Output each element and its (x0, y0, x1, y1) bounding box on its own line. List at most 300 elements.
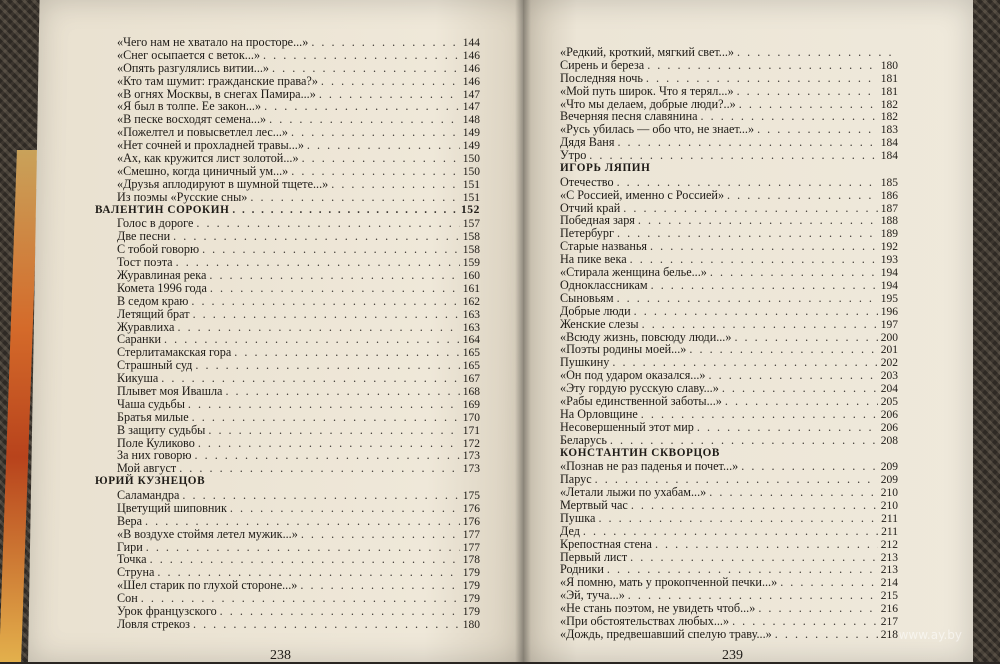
page-ref: 210 (880, 499, 898, 512)
entry-title: Парус (560, 472, 592, 487)
toc-entry (560, 343, 898, 356)
entry-title: «Эй, туча...» (560, 588, 625, 603)
leader-dots (193, 618, 460, 631)
entry-title: Журавлиха (117, 319, 175, 334)
entry-title: Отчий край (560, 200, 621, 215)
entry-title: «Не стань поэтом, не увидеть чтоб...» (560, 601, 756, 616)
entry-title: С тобой говорю (117, 242, 200, 257)
leader-dots (192, 411, 460, 424)
page-ref: 147 (462, 88, 480, 101)
leader-dots (709, 369, 878, 382)
leader-dots (319, 88, 460, 101)
toc-entry (95, 515, 480, 528)
leader-dots (732, 615, 878, 628)
page-ref: 208 (880, 434, 898, 447)
entry-title: Петербург (560, 226, 614, 241)
entry-title: «С Россией, именно с Россией» (560, 187, 725, 202)
page-ref: 197 (880, 318, 898, 331)
page-ref: 159 (462, 257, 480, 270)
toc-entry (95, 398, 480, 411)
entry-title: Вера (117, 513, 143, 528)
page-ref: 172 (462, 437, 480, 450)
entry-title: Цветущий шиповник (117, 500, 227, 515)
entry-title: «Нет сочней и прохладней травы...» (117, 138, 304, 153)
leader-dots (311, 36, 459, 49)
toc-entry (560, 318, 898, 331)
entry-title: Вечерняя песня славянина (560, 109, 698, 124)
leader-dots (638, 214, 878, 227)
entry-title: Точка (117, 552, 147, 567)
entry-title: Кикуша (117, 371, 159, 386)
toc-entry (95, 541, 480, 554)
leader-dots (209, 269, 459, 282)
entry-title: Две песни (117, 229, 171, 244)
toc-entry (95, 269, 480, 282)
leader-dots (232, 204, 458, 218)
leader-dots (741, 460, 878, 473)
left-toc (95, 36, 480, 631)
page-ref: 218 (880, 628, 898, 641)
leader-dots (173, 230, 460, 243)
entry-title: «Всюду жизнь, повсюду люди...» (560, 329, 732, 344)
leader-dots (710, 266, 878, 279)
toc-entry (95, 295, 480, 308)
entry-title: «Поэты родины моей...» (560, 342, 687, 357)
leader-dots (589, 149, 877, 162)
entry-title: «Эту гордую русскую славу...» (560, 381, 719, 396)
leader-dots (623, 202, 877, 215)
watermark: www.ay.by (898, 628, 962, 642)
leader-dots (177, 321, 459, 334)
entry-title: «В огнях Москвы, в снегах Памира...» (117, 86, 316, 101)
toc-entry (560, 85, 898, 98)
entry-title: «Чего нам не хватало на просторе...» (117, 35, 309, 49)
leader-dots (737, 46, 895, 59)
entry-title: В седом краю (117, 293, 189, 308)
toc-entry (560, 72, 898, 85)
page-ref: 146 (462, 49, 480, 62)
page-ref: 211 (881, 525, 898, 538)
page-ref: 193 (880, 254, 898, 267)
author-heading (95, 475, 480, 489)
leader-dots (230, 502, 460, 515)
toc-entry (560, 628, 898, 641)
leader-dots (617, 176, 878, 189)
author-name: ЮРИЙ КУЗНЕЦОВ (95, 475, 206, 488)
page-ref: 175 (462, 489, 480, 502)
leader-dots (722, 382, 878, 395)
toc-entry (95, 191, 480, 204)
entry-title: «Мой путь широк. Что я терял...» (560, 83, 734, 98)
toc-entry (560, 460, 898, 473)
page-ref: 176 (462, 515, 480, 528)
page-ref: 184 (880, 137, 898, 150)
entry-title: «Снег осыпается с веток...» (117, 47, 261, 62)
entry-title: Последняя ночь (560, 70, 643, 85)
page-ref: 180 (880, 59, 898, 72)
leader-dots (630, 551, 878, 564)
entry-title: Отечество (560, 174, 614, 189)
entry-title: Журавлиная река (117, 267, 207, 282)
leader-dots (321, 75, 460, 88)
toc-entry (560, 512, 898, 525)
page-ref: 217 (880, 616, 898, 628)
toc-entry (95, 256, 480, 269)
entry-title: Победная заря (560, 213, 635, 228)
entry-title: «Рабы единственной заботы...» (560, 393, 722, 408)
leader-dots (146, 541, 460, 554)
author-name: КОНСТАНТИН СКВОРЦОВ (560, 446, 720, 459)
toc-entry (95, 178, 480, 191)
page-ref: 211 (881, 512, 898, 525)
entry-title: «Русь убилась — обо что, не знает...» (560, 122, 755, 137)
toc-entry (560, 149, 898, 162)
leader-dots (727, 189, 878, 202)
entry-title: «Смешно, когда циничный ум...» (117, 163, 289, 178)
entry-title: Из поэмы «Русские сны» (117, 189, 248, 204)
entry-title: «Друзья аплодируют в шумной тщете...» (117, 176, 329, 191)
entry-title: За них говорю (117, 448, 192, 463)
entry-title: Мертвый час (560, 497, 628, 512)
leader-dots (641, 408, 878, 421)
toc-entry (560, 292, 898, 305)
toc-entry (95, 152, 480, 165)
page-ref: 192 (880, 241, 898, 254)
leader-dots (150, 553, 460, 566)
leader-dots (734, 331, 877, 344)
toc-entry (95, 282, 480, 295)
entry-title: Старые названья (560, 239, 648, 254)
toc-entry (560, 305, 898, 318)
leader-dots (202, 243, 460, 256)
page-ref: 177 (462, 528, 480, 541)
leader-dots (263, 49, 460, 62)
page-ref: 179 (462, 567, 480, 580)
page-ref: 176 (462, 502, 480, 515)
leader-dots (225, 385, 459, 398)
leader-dots (300, 579, 459, 592)
entry-title: Женские слезы (560, 316, 639, 331)
leader-dots (291, 126, 460, 139)
entry-title: «Я был в толпе. Ее закон...» (117, 99, 262, 114)
toc-entry (95, 75, 480, 88)
toc-entry (560, 421, 898, 434)
page-ref: 157 (462, 218, 480, 231)
page-ref: 182 (880, 98, 898, 111)
leader-dots (610, 434, 878, 447)
entry-title: «Пожелтел и повысветлел лес...» (117, 125, 289, 140)
entry-title: Пушка (560, 510, 596, 525)
entry-title: Страшный суд (117, 358, 193, 373)
page-ref: 184 (880, 150, 898, 163)
page-ref: 214 (880, 577, 898, 590)
page-ref: 181 (880, 72, 898, 85)
leader-dots (250, 191, 459, 204)
page-ref: 158 (462, 244, 480, 257)
entry-title: Беларусь (560, 432, 607, 447)
toc-entry (560, 189, 898, 202)
page-ref: 173 (462, 463, 480, 476)
page-ref: 169 (462, 398, 480, 411)
page-ref: 213 (880, 551, 898, 564)
page-ref: 187 (880, 202, 898, 215)
toc-entry (560, 615, 898, 628)
page-ref: 210 (880, 487, 898, 500)
leader-dots (264, 100, 460, 113)
leader-dots (631, 499, 878, 512)
page-ref: 196 (880, 305, 898, 318)
entry-title: Урок французского (117, 604, 217, 618)
leader-dots (272, 62, 460, 75)
leader-dots (188, 398, 460, 411)
page-ref: 186 (880, 189, 898, 202)
leader-dots (234, 346, 459, 359)
page-ref: 182 (880, 111, 898, 124)
page-ref: 165 (462, 360, 480, 373)
page-ref: 178 (462, 554, 480, 567)
entry-title: Пушкину (560, 355, 610, 370)
page-ref: 160 (462, 269, 480, 282)
toc-entry (95, 165, 480, 178)
page-ref: 149 (462, 127, 480, 140)
page-ref: 216 (880, 603, 898, 616)
page-ref: 206 (880, 408, 898, 421)
page-ref: 200 (880, 331, 898, 344)
page-ref: 151 (462, 178, 480, 191)
toc-entry (95, 308, 480, 321)
page-ref: 188 (880, 215, 898, 228)
entry-title: «Ах, как кружится лист золотой...» (117, 151, 299, 166)
page-ref: 149 (462, 140, 480, 153)
toc-entry (560, 434, 898, 447)
page-ref: 195 (880, 292, 898, 305)
entry-title: Утро (560, 148, 587, 163)
page-ref: 212 (880, 538, 898, 551)
page-ref: 152 (460, 203, 480, 216)
toc-entry (95, 62, 480, 75)
leader-dots (697, 421, 878, 434)
page-ref: 146 (462, 75, 480, 88)
entry-title: Сирень и береза (560, 57, 645, 72)
toc-entry (560, 499, 898, 512)
leader-dots (737, 85, 878, 98)
leader-dots (193, 308, 460, 321)
page-ref: 213 (880, 564, 898, 577)
toc-entry (560, 395, 898, 408)
toc-entry (560, 266, 898, 279)
entry-title: В защиту судьбы (117, 422, 206, 437)
entry-title: Крепостная стена (560, 536, 652, 551)
leader-dots (758, 602, 877, 615)
leader-dots (302, 152, 460, 165)
entry-title: «Что мы делаем, добрые люди?..» (560, 96, 736, 111)
entry-title: Дядя Ваня (560, 135, 615, 150)
page-ref: 167 (462, 373, 480, 386)
leader-dots (198, 437, 460, 450)
leader-dots (291, 165, 459, 178)
leader-dots (301, 528, 460, 541)
page-ref: 189 (880, 228, 898, 241)
leader-dots (647, 59, 878, 72)
toc-entry (95, 579, 480, 592)
page-ref: 179 (462, 593, 480, 606)
author-name: ВАЛЕНТИН СОРОКИН (95, 203, 230, 216)
entry-title: Ловля стрекоз (117, 616, 190, 631)
entry-title: «Я помню, мать у прокопченной печки...» (560, 575, 778, 590)
leader-dots (196, 217, 459, 230)
toc-entry (95, 618, 480, 631)
page-ref: 148 (462, 114, 480, 127)
page-ref: 144 (462, 37, 480, 49)
entry-title: Сон (117, 591, 138, 606)
entry-title: Гири (117, 539, 143, 554)
page-ref: 180 (462, 618, 480, 631)
page-ref: 205 (880, 395, 898, 408)
left-page-number: 238 (270, 648, 291, 663)
page-ref: 202 (880, 357, 898, 370)
entry-title: Родники (560, 562, 604, 577)
page-ref: 164 (462, 334, 480, 347)
page-ref: 209 (880, 461, 898, 474)
entry-title: «При обстоятельствах любых...» (560, 614, 730, 628)
entry-title: На пике века (560, 252, 627, 267)
entry-title: Дед (560, 523, 580, 538)
leader-dots (598, 512, 878, 525)
entry-title: «В песке восходят семена...» (117, 112, 267, 127)
author-heading (95, 204, 480, 218)
leader-dots (195, 449, 460, 462)
toc-entry (560, 59, 898, 72)
toc-entry (560, 176, 898, 189)
leader-dots (176, 256, 460, 269)
page-ref: 181 (880, 85, 898, 98)
toc-entry (95, 385, 480, 398)
leader-dots (182, 489, 459, 502)
page-ref: 194 (880, 279, 898, 292)
leader-dots (780, 576, 878, 589)
page-ref: 203 (880, 370, 898, 383)
entry-title: «Шел старик по глухой стороне...» (117, 578, 298, 593)
entry-title: Одноклассникам (560, 277, 648, 292)
right-page-number: 239 (722, 648, 743, 663)
entry-title: «Кто там шумит: гражданские права?» (117, 73, 318, 88)
entry-title: Струна (117, 565, 155, 580)
leader-dots (210, 282, 460, 295)
page-ref: 163 (462, 308, 480, 321)
page-ref: 146 (462, 62, 480, 75)
leader-dots (651, 279, 878, 292)
leader-dots (583, 525, 878, 538)
page-ref: 173 (462, 450, 480, 463)
leader-dots (646, 72, 878, 85)
page-ref: 147 (462, 101, 480, 114)
page-ref: 163 (462, 321, 480, 334)
toc-entry (95, 502, 480, 515)
entry-title: Поле Куликово (117, 435, 195, 450)
page-ref: 201 (880, 344, 898, 357)
entry-title: «Стирала женщина белье...» (560, 265, 707, 280)
page-ref: 194 (880, 267, 898, 280)
toc-entry (560, 46, 898, 59)
toc-entry (560, 525, 898, 538)
page-ref: 209 (880, 474, 898, 487)
entry-title: «Опять разгулялись витии...» (117, 60, 270, 75)
leader-dots (307, 139, 460, 152)
page-ref: 179 (462, 580, 480, 593)
author-heading (560, 447, 898, 461)
page-ref: 177 (462, 541, 480, 554)
entry-title: «Познав не раз паденья и почет...» (560, 459, 739, 474)
page-ref: 170 (462, 411, 480, 424)
toc-entry (560, 136, 898, 149)
entry-title: Несовершенный этот мир (560, 419, 694, 434)
entry-title: Голос в дороге (117, 216, 194, 231)
entry-title: Мой август (117, 461, 177, 476)
entry-title: «Он под ударом оказался...» (560, 368, 706, 383)
toc-entry (560, 551, 898, 564)
entry-title: «Летали лыжи по ухабам...» (560, 485, 707, 500)
leader-dots (757, 123, 878, 136)
leader-dots (642, 318, 878, 331)
leader-dots (269, 113, 460, 126)
leader-dots (617, 136, 877, 149)
page-ref: 206 (880, 421, 898, 434)
toc-entry (95, 36, 480, 49)
page-ref: 183 (880, 124, 898, 137)
page-ref: 204 (880, 383, 898, 396)
page-ref: 171 (462, 424, 480, 437)
entry-title: «В воздухе стоймя летел мужик...» (117, 526, 298, 541)
toc-entry (560, 408, 898, 421)
leader-dots (739, 98, 878, 111)
entry-title: Летящий брат (117, 306, 190, 321)
toc-entry (95, 462, 480, 475)
page-ref: 150 (462, 153, 480, 166)
toc-entry (560, 538, 898, 551)
author-heading (560, 162, 898, 176)
entry-title: На Орловщине (560, 406, 638, 421)
leader-dots (634, 305, 878, 318)
entry-title: Первый лист (560, 549, 628, 564)
page-ref: 165 (462, 347, 480, 360)
entry-title: «Редкий, кроткий, мягкий свет...» (560, 45, 735, 59)
leader-dots (220, 605, 460, 618)
page-ref: 150 (462, 165, 480, 178)
entry-title: Плывет моя Ивашла (117, 383, 223, 398)
leader-dots (145, 515, 460, 528)
page-ref: 158 (462, 231, 480, 244)
toc-entry (95, 528, 480, 541)
page-ref: 161 (462, 282, 480, 295)
entry-title: «Дождь, предвешавший спелую траву...» (560, 626, 772, 641)
leader-dots (191, 295, 459, 308)
leader-dots (617, 292, 878, 305)
right-toc (560, 46, 898, 641)
entry-title: Тост поэта (117, 255, 173, 270)
entry-title: Комета 1996 года (117, 280, 207, 295)
page-ref: 168 (462, 385, 480, 398)
book-gutter (515, 0, 531, 662)
page-ref: 215 (880, 590, 898, 603)
entry-title: Саранки (117, 332, 162, 347)
toc-entry (95, 49, 480, 62)
leader-dots (655, 538, 878, 551)
leader-dots (725, 395, 878, 408)
toc-entry (95, 424, 480, 437)
leader-dots (775, 628, 878, 641)
toc-entry (560, 279, 898, 292)
leader-dots (208, 424, 459, 437)
